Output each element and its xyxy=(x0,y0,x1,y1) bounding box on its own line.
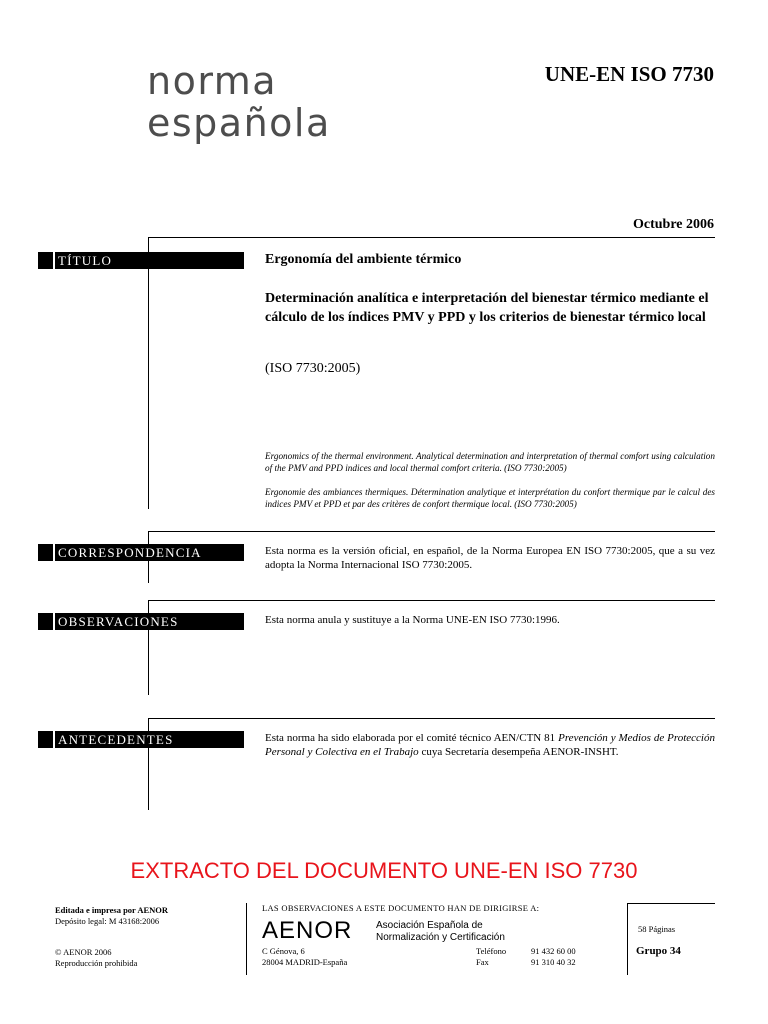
contact-labels: Teléfono Fax xyxy=(476,946,507,967)
observations-header: LAS OBSERVACIONES A ESTE DOCUMENTO HAN DE DIRIGIRSE A: xyxy=(262,903,540,913)
label-titulo: TÍTULO xyxy=(38,252,244,269)
label-observaciones: OBSERVACIONES xyxy=(38,613,244,630)
title-subtitle: Determinación analítica e interpretación del bienestar térmico mediante el cálculo de los índices PMV y PPD y los criterios de bienestar térmico local xyxy=(265,291,709,325)
vline-titulo xyxy=(148,237,149,509)
phone-number: 91 432 60 00 xyxy=(531,946,576,956)
copyright: © AENOR 2006 xyxy=(55,947,112,957)
publication-date: Octubre 2006 xyxy=(632,217,714,232)
group-number: Grupo 34 xyxy=(636,945,681,957)
legal-deposit: Depósito legal: M 43168:2006 xyxy=(55,916,160,926)
title-main: Ergonomía del ambiente térmico xyxy=(265,252,462,267)
committee-name: Prevención y Medios de Protección Personal y Colectiva en el Trabajo xyxy=(265,732,715,758)
label-antecedentes: ANTECEDENTES xyxy=(38,731,244,748)
observaciones-text: Esta norma anula y sustituye a la Norma UNE-EN ISO 7730:1996. xyxy=(265,614,560,626)
page-count: 58 Páginas xyxy=(638,924,676,934)
footer-publisher xyxy=(55,905,168,927)
divider-titulo xyxy=(148,237,715,238)
brand-line-2: española xyxy=(147,101,331,145)
fax-number: 91 310 40 32 xyxy=(531,957,576,967)
antecedentes-text: Esta norma ha sido elaborada por el comité técnico AEN/CTN 81 Prevención y Medios de Protección Personal y Colectiva en el Trabajo cuya Secretaría desempeña AENOR-INSHT. xyxy=(265,732,715,758)
brand-title xyxy=(147,60,331,144)
pages-box-top xyxy=(627,903,715,904)
divider-correspondencia xyxy=(148,531,715,532)
correspondencia-text: Esta norma es la versión oficial, en español, de la Norma Europea EN ISO 7730:2005, que a su vez adopta la Norma Internacional ISO 7730:2005. xyxy=(265,545,715,571)
divider-observaciones xyxy=(148,600,715,601)
footer-divider-left xyxy=(246,903,247,975)
divider-antecedentes xyxy=(148,718,715,719)
reproduction-notice: Reproducción prohibida xyxy=(55,958,138,968)
aenor-association: Asociación Española de Normalización y Certificación xyxy=(376,920,505,943)
footer-copyright xyxy=(55,947,137,969)
contact-numbers xyxy=(531,946,576,968)
standard-id: UNE-EN ISO 7730 xyxy=(544,62,714,86)
french-title: Ergonomie des ambiances thermiques. Détermination analytique et interprétation du confort thermique par le calcul des indices PMV et PPD et par des critères de confort thermique local. (ISO 7730:2005) xyxy=(265,487,715,509)
extract-banner: EXTRACTO DEL DOCUMENTO UNE-EN ISO 7730 xyxy=(130,858,638,883)
english-title: Ergonomics of the thermal environment. Analytical determination and interpretation of thermal comfort using calculation of the PMV and PPD indices and local thermal comfort criteria. (ISO 7730:2005) xyxy=(265,451,715,473)
footer-divider-right xyxy=(627,903,628,975)
edited-by: Editada e impresa por AENOR xyxy=(55,905,169,915)
aenor-address: C Génova, 6 28004 MADRID-España xyxy=(262,946,348,967)
brand-line-1: norma xyxy=(147,59,278,103)
label-correspondencia: CORRESPONDENCIA xyxy=(38,544,244,561)
aenor-logo: AENOR xyxy=(262,917,353,944)
iso-reference: (ISO 7730:2005) xyxy=(265,361,361,376)
